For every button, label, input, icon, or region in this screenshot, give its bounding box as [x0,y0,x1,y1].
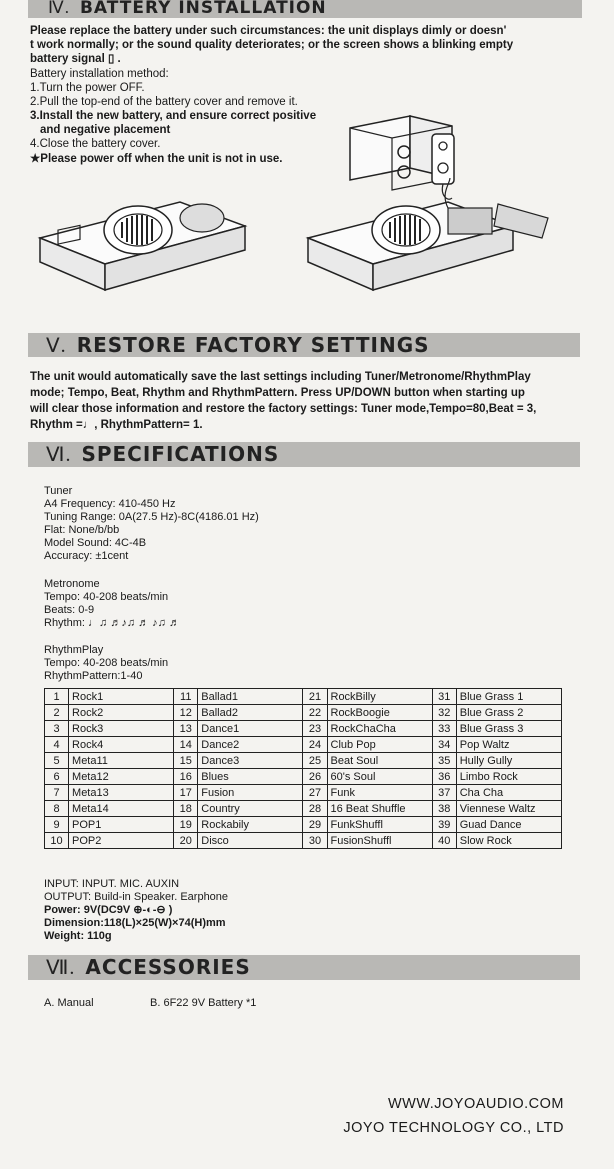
pattern-name: Rock1 [69,689,174,705]
battery-para-line-2: t work normally; or the sound quality deteriorates; or the screen shows a blinking empty [30,39,514,51]
pattern-name: FusionShuffl [327,833,432,849]
pattern-number: 10 [45,833,69,849]
pattern-number: 36 [432,769,456,785]
pattern-name: Meta12 [69,769,174,785]
spec-tuner-line: Accuracy: ±1cent [44,550,129,562]
pattern-row [45,737,562,753]
pattern-number: 25 [303,753,327,769]
section-title: SPECIFICATIONS [81,442,280,466]
pattern-number: 23 [303,721,327,737]
pattern-name: Club Pop [327,737,432,753]
pattern-row [45,833,562,849]
section-title: ACCESSORIES [85,955,251,979]
pattern-name: Disco [198,833,303,849]
pattern-row [45,769,562,785]
pattern-number: 1 [45,689,69,705]
pattern-name: 16 Beat Shuffle [327,801,432,817]
restore-section-header [28,333,580,357]
pattern-name: Slow Rock [456,833,561,849]
pattern-name: Cha Cha [456,785,561,801]
pattern-number: 24 [303,737,327,753]
section-title: BATTERY INSTALLATION [79,0,327,18]
pattern-number: 31 [432,689,456,705]
pattern-name: Blue Grass 2 [456,705,561,721]
pattern-number: 2 [45,705,69,721]
specs-section-header [28,442,580,467]
pattern-number: 26 [303,769,327,785]
battery-step-3-cont: and negative placement [40,124,171,136]
footer-company: JOYO TECHNOLOGY CO., LTD [343,1120,564,1136]
pattern-name: Meta13 [69,785,174,801]
restore-line-3: will clear those information and restore the factory settings: Tuner mode,Tempo=80,Beat = 3, [30,403,537,415]
pattern-number: 19 [174,817,198,833]
spec-tuner-line: Flat: None/b/bb [44,524,120,536]
pattern-name: Dance2 [198,737,303,753]
restore-line-1: The unit would automatically save the last settings including Tuner/Metronome/RhythmPlay [30,371,531,383]
pattern-name: Ballad1 [198,689,303,705]
pattern-row [45,785,562,801]
pattern-name: Beat Soul [327,753,432,769]
battery-step-3: 3.Install the new battery, and ensure correct positive [30,110,317,122]
pattern-name: Fusion [198,785,303,801]
pattern-number: 29 [303,817,327,833]
pattern-number: 17 [174,785,198,801]
spec-tuner-heading: Tuner [44,485,73,497]
battery-step-1: 1.Turn the power OFF. [30,82,145,94]
pattern-name: FunkShuffl [327,817,432,833]
pattern-name: POP1 [69,817,174,833]
spec-input: INPUT: INPUT. MIC. AUXIN [44,878,180,890]
spec-tuner-line: A4 Frequency: 410-450 Hz [44,498,176,510]
pattern-number: 16 [174,769,198,785]
battery-section-header [28,0,582,18]
pattern-name: Blues [198,769,303,785]
pattern-number: 38 [432,801,456,817]
pattern-name: RockChaCha [327,721,432,737]
pattern-number: 11 [174,689,198,705]
pattern-number: 32 [432,705,456,721]
pattern-name: Pop Waltz [456,737,561,753]
spec-metronome-heading: Metronome [44,578,100,590]
device-illustration-open [298,178,560,316]
spec-metronome-line: Tempo: 40-208 beats/min [44,591,169,603]
pattern-number: 34 [432,737,456,753]
pattern-name: Meta14 [69,801,174,817]
pattern-row [45,705,562,721]
spec-metronome-line: Beats: 0-9 [44,604,95,616]
pattern-name: Rock2 [69,705,174,721]
pattern-number: 27 [303,785,327,801]
pattern-name: Ballad2 [198,705,303,721]
pattern-number: 4 [45,737,69,753]
battery-step-2: 2.Pull the top-end of the battery cover and remove it. [30,96,298,108]
pattern-row [45,721,562,737]
pattern-number: 21 [303,689,327,705]
pattern-number: 39 [432,817,456,833]
battery-step-4: 4.Close the battery cover. [30,138,161,150]
pattern-name: Country [198,801,303,817]
section-number: Ⅵ. [46,444,72,466]
pattern-name: Dance1 [198,721,303,737]
pattern-number: 15 [174,753,198,769]
spec-power: Power: 9V(DC9V ⊕-◐-⊖ ) [44,904,173,916]
pattern-name: POP2 [69,833,174,849]
pattern-name: Blue Grass 3 [456,721,561,737]
pattern-number: 5 [45,753,69,769]
footer-website: WWW.JOYOAUDIO.COM [387,1096,564,1112]
pattern-number: 3 [45,721,69,737]
pattern-name: RockBilly [327,689,432,705]
pattern-number: 20 [174,833,198,849]
pattern-number: 35 [432,753,456,769]
spec-tuner-line: Model Sound: 4C-4B [44,537,147,549]
pattern-name: Viennese Waltz [456,801,561,817]
pattern-name: Funk [327,785,432,801]
pattern-name: Hully Gully [456,753,561,769]
accessories-section-header [28,955,580,980]
spec-weight: Weight: 110g [44,930,112,942]
pattern-name: Limbo Rock [456,769,561,785]
pattern-number: 22 [303,705,327,721]
spec-output: OUTPUT: Build-in Speaker. Earphone [44,891,229,903]
battery-para-line-3: battery signal ▯ . [30,53,121,65]
pattern-name: Rock4 [69,737,174,753]
pattern-row [45,817,562,833]
device-illustration-closed [30,178,252,306]
restore-line-4: Rhythm =♩, RhythmPattern= 1. [30,419,203,431]
battery-method-heading: Battery installation method: [30,68,169,80]
pattern-number: 33 [432,721,456,737]
spec-rhythmplay-line: RhythmPattern:1-40 [44,670,143,682]
pattern-row [45,753,562,769]
battery-note: ★Please power off when the unit is not in use. [30,153,283,165]
pattern-name: Rockabily [198,817,303,833]
accessory-battery: B. 6F22 9V Battery *1 [150,997,257,1009]
pattern-name: Rock3 [69,721,174,737]
pattern-number: 9 [45,817,69,833]
pattern-number: 40 [432,833,456,849]
pattern-number: 12 [174,705,198,721]
pattern-number: 37 [432,785,456,801]
pattern-number: 14 [174,737,198,753]
pattern-number: 7 [45,785,69,801]
pattern-name: Blue Grass 1 [456,689,561,705]
pattern-number: 18 [174,801,198,817]
section-number: Ⅶ. [46,957,76,979]
pattern-row [45,801,562,817]
pattern-number: 13 [174,721,198,737]
spec-metronome-rhythms: Rhythm: ♩♫ ♬♪♫ ♬ ♪♫ ♬ [44,617,180,629]
pattern-name: 60's Soul [327,769,432,785]
accessory-manual: A. Manual [44,997,94,1009]
pattern-name: Guad Dance [456,817,561,833]
spec-dimension: Dimension:118(L)×25(W)×74(H)mm [44,917,226,929]
pattern-name: Dance3 [198,753,303,769]
pattern-row [45,689,562,705]
pattern-number: 30 [303,833,327,849]
restore-line-2: mode; Tempo, Beat, Rhythm and RhythmPattern. Press UP/DOWN button when starting up [30,387,525,399]
pattern-name: Meta11 [69,753,174,769]
pattern-number: 8 [45,801,69,817]
pattern-number: 6 [45,769,69,785]
spec-rhythmplay-line: Tempo: 40-208 beats/min [44,657,169,669]
pattern-name: RockBoogie [327,705,432,721]
section-number: Ⅴ. [46,335,67,357]
spec-tuner-line: Tuning Range: 0A(27.5 Hz)-8C(4186.01 Hz) [44,511,259,523]
section-number: Ⅳ. [48,0,70,17]
battery-para-line-1: Please replace the battery under such circumstances: the unit displays dimly or doesn' [30,25,507,37]
spec-rhythmplay-heading: RhythmPlay [44,644,104,656]
section-title: RESTORE FACTORY SETTINGS [76,333,430,357]
pattern-number: 28 [303,801,327,817]
rhythm-pattern-table [44,688,562,849]
